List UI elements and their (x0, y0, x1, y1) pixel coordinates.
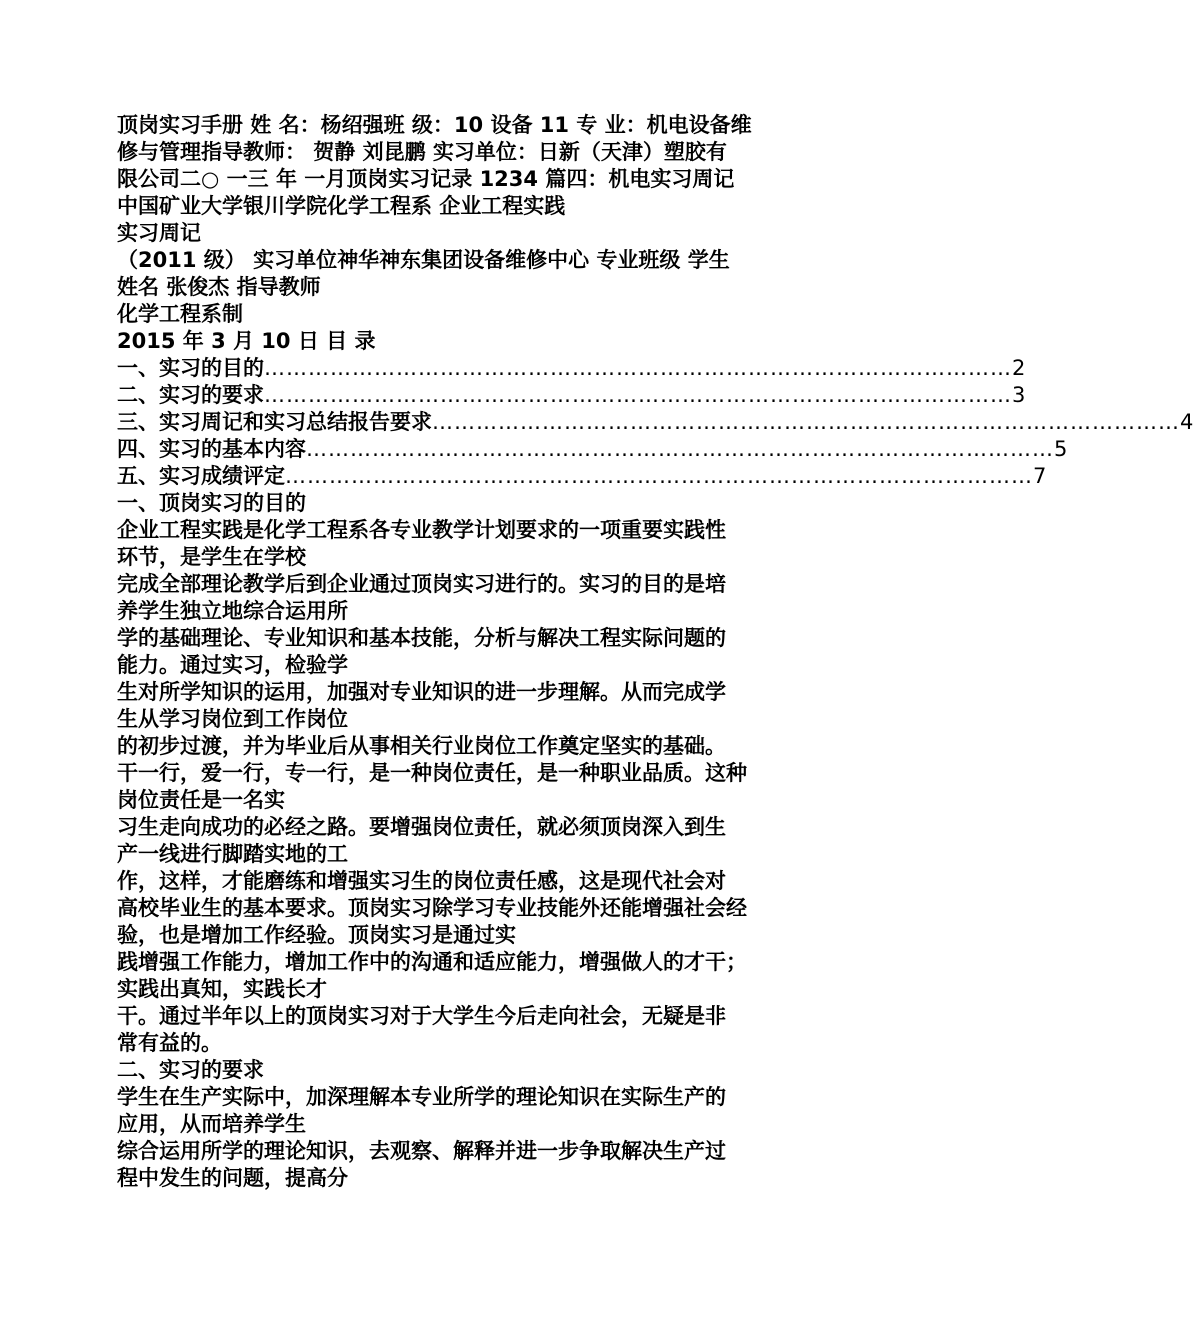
toc-entry[interactable] (117, 382, 1026, 409)
section-heading: 二、实习的要求 (117, 1058, 264, 1082)
text-line: 验，也是增加工作经验。顶岗实习是通过实 (117, 923, 516, 947)
toc-page-number: 5 (1054, 437, 1068, 461)
header-block (117, 112, 840, 355)
text-line: 综合运用所学的理论知识，去观察、解释并进一步争取解决生产过 (117, 1139, 726, 1163)
toc-label: 二、实习的要求 (117, 383, 264, 407)
toc-leader: ………………………………………………………………………………………… (306, 437, 1054, 461)
text-line: 习生走向成功的必经之路。要增强岗位责任，就必须顶岗深入到生 (117, 815, 726, 839)
text-line: 学生在生产实际中，加深理解本专业所学的理论知识在实际生产的 (117, 1085, 726, 1109)
toc-label: 四、实习的基本内容 (117, 437, 306, 461)
toc-page-number: 2 (1012, 356, 1026, 380)
body-text (117, 490, 840, 1192)
text-line: 作，这样，才能磨练和增强实习生的岗位责任感，这是现代社会对 (117, 869, 726, 893)
text-line: 岗位责任是一名实 (117, 788, 285, 812)
text-line: 干一行，爱一行，专一行，是一种岗位责任，是一种职业品质。这种 (117, 761, 747, 785)
toc-entry[interactable] (117, 463, 1047, 490)
toc-label: 五、实习成绩评定 (117, 464, 285, 488)
toc-entry[interactable] (117, 436, 1068, 463)
section-heading: 一、顶岗实习的目的 (117, 491, 306, 515)
text-line: 的初步过渡，并为毕业后从事相关行业岗位工作奠定坚实的基础。 (117, 734, 726, 758)
toc-leader: ………………………………………………………………………………………… (264, 383, 1012, 407)
text-line: 实习周记 (117, 221, 201, 245)
text-line: 限公司二○ 一三 年 一月顶岗实习记录 1234 篇四：机电实习周记 (117, 167, 735, 191)
toc-leader: ………………………………………………………………………………………… (264, 356, 1012, 380)
text-line: 应用，从而培养学生 (117, 1112, 306, 1136)
text-line: 产一线进行脚踏实地的工 (117, 842, 348, 866)
text-line: 2015 年 3 月 10 日 目 录 (117, 329, 376, 353)
text-line: 实践出真知，实践长才 (117, 977, 327, 1001)
toc-page-number: 7 (1033, 464, 1047, 488)
text-line: 生对所学知识的运用，加强对专业知识的进一步理解。从而完成学 (117, 680, 726, 704)
text-line: 修与管理指导教师： 贺静 刘昆鹏 实习单位：日新（天津）塑胶有 (117, 140, 727, 164)
toc-label: 三、实习周记和实习总结报告要求 (117, 410, 432, 434)
text-line: 程中发生的问题，提高分 (117, 1166, 348, 1190)
text-line: 常有益的。 (117, 1031, 222, 1055)
table-of-contents (117, 355, 1193, 490)
toc-leader: ………………………………………………………………………………………… (285, 464, 1033, 488)
toc-page-number: 3 (1012, 383, 1026, 407)
toc-leader: ………………………………………………………………………………………… (432, 410, 1180, 434)
toc-label: 一、实习的目的 (117, 356, 264, 380)
text-line: 企业工程实践是化学工程系各专业教学计划要求的一项重要实践性 (117, 518, 726, 542)
text-line: 高校毕业生的基本要求。顶岗实习除学习专业技能外还能增强社会经 (117, 896, 747, 920)
text-line: 顶岗实习手册 姓 名：杨绍强班 级：10 设备 11 专 业：机电设备维 (117, 113, 752, 137)
text-line: 中国矿业大学银川学院化学工程系 企业工程实践 (117, 194, 566, 218)
text-line: 姓名 张俊杰 指导教师 (117, 275, 321, 299)
text-line: 学的基础理论、专业知识和基本技能，分析与解决工程实际问题的 (117, 626, 726, 650)
text-line: 生从学习岗位到工作岗位 (117, 707, 348, 731)
text-line: 完成全部理论教学后到企业通过顶岗实习进行的。实习的目的是培 (117, 572, 726, 596)
text-line: 干。通过半年以上的顶岗实习对于大学生今后走向社会，无疑是非 (117, 1004, 726, 1028)
text-line: 环节，是学生在学校 (117, 545, 306, 569)
text-line: （2011 级） 实习单位神华神东集团设备维修中心 专业班级 学生 (117, 248, 730, 272)
text-line: 能力。通过实习，检验学 (117, 653, 348, 677)
text-line: 养学生独立地综合运用所 (117, 599, 348, 623)
text-line: 化学工程系制 (117, 302, 243, 326)
toc-page-number: 4 (1180, 410, 1193, 434)
toc-entry[interactable] (117, 409, 1193, 436)
text-line: 践增强工作能力，增加工作中的沟通和适应能力，增强做人的才干； (117, 950, 747, 974)
toc-entry[interactable] (117, 355, 1026, 382)
